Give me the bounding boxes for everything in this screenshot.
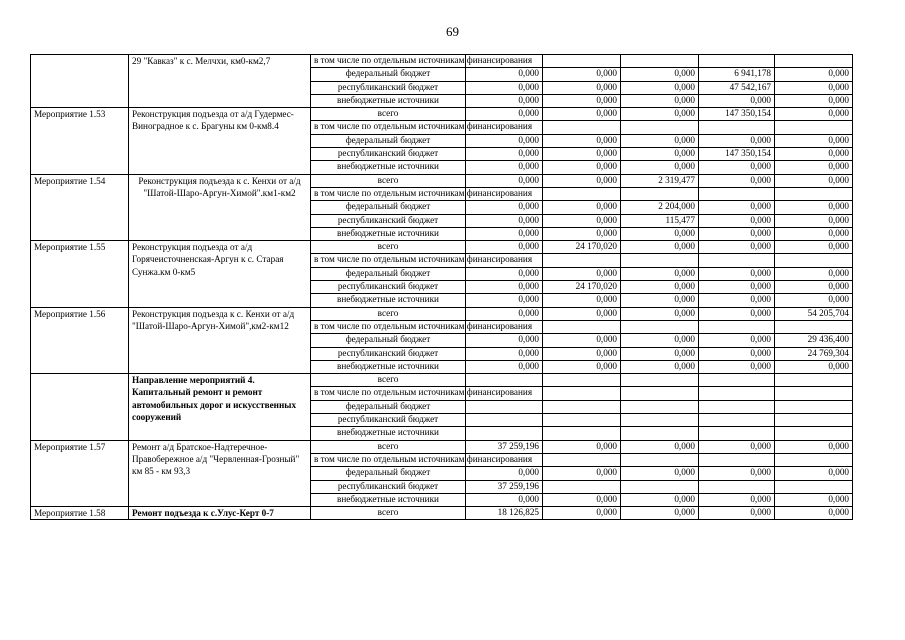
amount-cell: 0,000 bbox=[621, 108, 699, 121]
amount-cell bbox=[775, 187, 853, 200]
amount-cell: 0,000 bbox=[621, 227, 699, 240]
funding-source-cell: всего bbox=[311, 507, 466, 520]
amount-cell bbox=[621, 121, 699, 134]
amount-cell: 0,000 bbox=[621, 493, 699, 506]
amount-cell bbox=[699, 387, 775, 400]
amount-cell: 0,000 bbox=[699, 334, 775, 347]
amount-cell: 0,000 bbox=[775, 507, 853, 520]
measure-name-cell: 29 "Кавказ" к с. Мелчхи, км0-км2,7 bbox=[129, 55, 311, 108]
amount-cell: 0,000 bbox=[466, 81, 543, 94]
measure-name-cell: Ремонт подъезда к с.Улус-Керт 0-7 bbox=[129, 507, 311, 520]
amount-cell: 0,000 bbox=[699, 281, 775, 294]
table-row bbox=[31, 507, 853, 520]
funding-source-cell: всего bbox=[311, 108, 466, 121]
amount-cell: 0,000 bbox=[466, 68, 543, 81]
funding-source-cell: республиканский бюджет bbox=[311, 148, 466, 161]
amount-cell bbox=[699, 480, 775, 493]
amount-cell: 0,000 bbox=[543, 507, 621, 520]
funding-source-cell: всего bbox=[311, 174, 466, 187]
amount-cell bbox=[466, 400, 543, 413]
amount-cell bbox=[775, 414, 853, 427]
amount-cell: 0,000 bbox=[775, 148, 853, 161]
amount-cell: 0,000 bbox=[466, 334, 543, 347]
funding-source-cell: республиканский бюджет bbox=[311, 347, 466, 360]
amount-cell: 0,000 bbox=[543, 467, 621, 480]
amount-cell: 0,000 bbox=[466, 94, 543, 107]
funding-source-cell: республиканский бюджет bbox=[311, 81, 466, 94]
amount-cell: 24 769,304 bbox=[775, 347, 853, 360]
amount-cell: 0,000 bbox=[466, 161, 543, 174]
amount-cell: 0,000 bbox=[466, 214, 543, 227]
amount-cell: 0,000 bbox=[699, 507, 775, 520]
amount-cell: 0,000 bbox=[621, 68, 699, 81]
measure-name-cell: Ремонт а/д Братское-Надтеречное-Правобережное а/д "Червленная-Грозный" км 85 - км 93,3 bbox=[129, 440, 311, 506]
amount-cell: 2 319,477 bbox=[621, 174, 699, 187]
funding-source-cell: федеральный бюджет bbox=[311, 134, 466, 147]
amount-cell bbox=[699, 414, 775, 427]
amount-cell: 0,000 bbox=[699, 227, 775, 240]
amount-cell bbox=[775, 480, 853, 493]
funding-source-cell: в том числе по отдельным источникам финансирования bbox=[311, 254, 466, 267]
funding-source-cell: в том числе по отдельным источникам финансирования bbox=[311, 387, 466, 400]
amount-cell bbox=[699, 453, 775, 466]
funding-source-cell: республиканский бюджет bbox=[311, 480, 466, 493]
funding-source-cell: всего bbox=[311, 374, 466, 387]
measure-name-cell: Реконструкция подъезда от а/д Горячеисточненская-Аргун к с. Старая Сунжа.км 0-км5 bbox=[129, 241, 311, 307]
amount-cell bbox=[466, 414, 543, 427]
page-number: 69 bbox=[446, 24, 459, 39]
table-row bbox=[31, 174, 853, 187]
amount-cell: 24 170,020 bbox=[543, 241, 621, 254]
amount-cell bbox=[466, 374, 543, 387]
amount-cell: 0,000 bbox=[543, 108, 621, 121]
amount-cell: 0,000 bbox=[621, 94, 699, 107]
amount-cell bbox=[621, 414, 699, 427]
funding-source-cell: федеральный бюджет bbox=[311, 68, 466, 81]
funding-source-cell: в том числе по отдельным источникам финансирования bbox=[311, 187, 466, 200]
amount-cell bbox=[775, 320, 853, 333]
amount-cell: 0,000 bbox=[699, 440, 775, 453]
amount-cell: 0,000 bbox=[699, 347, 775, 360]
amount-cell: 0,000 bbox=[775, 161, 853, 174]
amount-cell: 0,000 bbox=[699, 294, 775, 307]
amount-cell: 54 205,704 bbox=[775, 307, 853, 320]
amount-cell: 0,000 bbox=[466, 467, 543, 480]
amount-cell bbox=[621, 254, 699, 267]
amount-cell bbox=[543, 55, 621, 68]
amount-cell bbox=[775, 55, 853, 68]
amount-cell: 0,000 bbox=[775, 174, 853, 187]
amount-cell: 0,000 bbox=[543, 334, 621, 347]
amount-cell: 0,000 bbox=[699, 360, 775, 373]
amount-cell bbox=[543, 480, 621, 493]
measure-code-cell: Мероприятие 1.58 bbox=[31, 507, 129, 520]
amount-cell bbox=[543, 453, 621, 466]
amount-cell: 147 350,154 bbox=[699, 108, 775, 121]
amount-cell: 0,000 bbox=[466, 134, 543, 147]
amount-cell bbox=[621, 400, 699, 413]
amount-cell: 0,000 bbox=[699, 134, 775, 147]
amount-cell bbox=[621, 480, 699, 493]
amount-cell: 0,000 bbox=[775, 294, 853, 307]
measure-code-cell: Мероприятие 1.55 bbox=[31, 241, 129, 307]
amount-cell bbox=[775, 121, 853, 134]
table-row bbox=[31, 241, 853, 254]
amount-cell: 0,000 bbox=[699, 467, 775, 480]
amount-cell: 37 259,196 bbox=[466, 440, 543, 453]
amount-cell bbox=[543, 387, 621, 400]
amount-cell: 0,000 bbox=[775, 267, 853, 280]
amount-cell: 37 259,196 bbox=[466, 480, 543, 493]
amount-cell bbox=[699, 254, 775, 267]
measure-code-cell: Мероприятие 1.57 bbox=[31, 440, 129, 506]
amount-cell bbox=[699, 427, 775, 440]
amount-cell: 0,000 bbox=[466, 360, 543, 373]
amount-cell: 0,000 bbox=[543, 360, 621, 373]
amount-cell: 0,000 bbox=[543, 294, 621, 307]
amount-cell bbox=[621, 453, 699, 466]
funding-source-cell: внебюджетные источники bbox=[311, 227, 466, 240]
amount-cell bbox=[621, 387, 699, 400]
funding-source-cell: федеральный бюджет bbox=[311, 334, 466, 347]
amount-cell: 0,000 bbox=[775, 281, 853, 294]
funding-source-cell: всего bbox=[311, 307, 466, 320]
amount-cell bbox=[699, 400, 775, 413]
amount-cell: 0,000 bbox=[466, 294, 543, 307]
amount-cell: 0,000 bbox=[543, 174, 621, 187]
amount-cell bbox=[775, 374, 853, 387]
funding-source-cell: внебюджетные источники bbox=[311, 360, 466, 373]
amount-cell: 0,000 bbox=[775, 241, 853, 254]
amount-cell bbox=[699, 121, 775, 134]
amount-cell bbox=[543, 400, 621, 413]
amount-cell: 0,000 bbox=[543, 440, 621, 453]
amount-cell: 0,000 bbox=[699, 241, 775, 254]
funding-source-cell: республиканский бюджет bbox=[311, 281, 466, 294]
amount-cell bbox=[543, 121, 621, 134]
amount-cell: 0,000 bbox=[621, 360, 699, 373]
amount-cell bbox=[543, 320, 621, 333]
table-row bbox=[31, 374, 853, 387]
amount-cell: 0,000 bbox=[466, 307, 543, 320]
amount-cell bbox=[775, 453, 853, 466]
amount-cell: 0,000 bbox=[543, 227, 621, 240]
amount-cell bbox=[621, 320, 699, 333]
amount-cell bbox=[543, 187, 621, 200]
amount-cell: 0,000 bbox=[543, 493, 621, 506]
amount-cell: 0,000 bbox=[621, 334, 699, 347]
amount-cell: 0,000 bbox=[621, 307, 699, 320]
amount-cell: 0,000 bbox=[466, 148, 543, 161]
measure-code-cell bbox=[31, 374, 129, 440]
funding-source-cell: федеральный бюджет bbox=[311, 267, 466, 280]
budget-table bbox=[30, 54, 853, 520]
amount-cell: 0,000 bbox=[775, 227, 853, 240]
amount-cell: 0,000 bbox=[775, 108, 853, 121]
amount-cell bbox=[699, 374, 775, 387]
amount-cell: 0,000 bbox=[543, 134, 621, 147]
amount-cell bbox=[775, 427, 853, 440]
table-row bbox=[31, 307, 853, 320]
amount-cell: 0,000 bbox=[621, 267, 699, 280]
funding-source-cell: всего bbox=[311, 241, 466, 254]
measure-name-cell: Реконструкция подъезда к с. Кенхи от а/д "Шатой-Шаро-Аргун-Химой",км2-км12 bbox=[129, 307, 311, 373]
amount-cell bbox=[543, 374, 621, 387]
amount-cell: 0,000 bbox=[543, 347, 621, 360]
measure-name-cell: Реконструкция подъезда от а/д Гудермес-Виноградное к с. Брагуны км 0-км8.4 bbox=[129, 108, 311, 174]
amount-cell bbox=[699, 320, 775, 333]
amount-cell: 0,000 bbox=[466, 241, 543, 254]
amount-cell: 115,477 bbox=[621, 214, 699, 227]
amount-cell: 0,000 bbox=[543, 201, 621, 214]
measure-code-cell: Мероприятие 1.54 bbox=[31, 174, 129, 240]
amount-cell: 0,000 bbox=[621, 281, 699, 294]
amount-cell: 2 204,000 bbox=[621, 201, 699, 214]
amount-cell: 0,000 bbox=[699, 214, 775, 227]
amount-cell: 0,000 bbox=[621, 134, 699, 147]
amount-cell: 0,000 bbox=[775, 81, 853, 94]
amount-cell: 0,000 bbox=[466, 201, 543, 214]
amount-cell: 0,000 bbox=[621, 440, 699, 453]
funding-source-cell: федеральный бюджет bbox=[311, 467, 466, 480]
table-row bbox=[31, 440, 853, 453]
measure-name-cell: Реконструкция подъезда к с. Кенхи от а/д "Шатой-Шаро-Аргун-Химой".км1-км2 bbox=[129, 174, 311, 240]
amount-cell: 0,000 bbox=[621, 161, 699, 174]
amount-cell bbox=[466, 427, 543, 440]
amount-cell: 0,000 bbox=[543, 94, 621, 107]
amount-cell bbox=[775, 387, 853, 400]
amount-cell bbox=[699, 55, 775, 68]
table-body bbox=[31, 55, 853, 520]
amount-cell: 0,000 bbox=[775, 94, 853, 107]
amount-cell bbox=[775, 254, 853, 267]
amount-cell: 0,000 bbox=[775, 214, 853, 227]
amount-cell: 0,000 bbox=[699, 201, 775, 214]
amount-cell: 0,000 bbox=[543, 214, 621, 227]
amount-cell: 0,000 bbox=[775, 134, 853, 147]
measure-code-cell: Мероприятие 1.56 bbox=[31, 307, 129, 373]
funding-source-cell: всего bbox=[311, 440, 466, 453]
measure-name-cell: Направление мероприятий 4. Капитальный ремонт и ремонт автомобильных дорог и искусственных сооружений bbox=[129, 374, 311, 440]
amount-cell bbox=[621, 187, 699, 200]
amount-cell: 0,000 bbox=[775, 440, 853, 453]
amount-cell: 0,000 bbox=[621, 81, 699, 94]
amount-cell: 0,000 bbox=[621, 507, 699, 520]
amount-cell: 0,000 bbox=[466, 108, 543, 121]
funding-source-cell: внебюджетные источники bbox=[311, 161, 466, 174]
table-row bbox=[31, 108, 853, 121]
amount-cell: 0,000 bbox=[621, 294, 699, 307]
amount-cell: 0,000 bbox=[466, 174, 543, 187]
amount-cell: 0,000 bbox=[466, 227, 543, 240]
amount-cell bbox=[621, 55, 699, 68]
amount-cell: 47 542,167 bbox=[699, 81, 775, 94]
table-row bbox=[31, 55, 853, 68]
amount-cell: 147 350,154 bbox=[699, 148, 775, 161]
amount-cell: 0,000 bbox=[699, 174, 775, 187]
amount-cell bbox=[775, 400, 853, 413]
amount-cell: 18 126,825 bbox=[466, 507, 543, 520]
funding-source-cell: в том числе по отдельным источникам финансирования bbox=[311, 55, 466, 68]
amount-cell: 0,000 bbox=[621, 467, 699, 480]
amount-cell: 6 941,178 bbox=[699, 68, 775, 81]
amount-cell: 0,000 bbox=[466, 267, 543, 280]
amount-cell: 0,000 bbox=[775, 493, 853, 506]
amount-cell: 0,000 bbox=[466, 347, 543, 360]
amount-cell bbox=[699, 187, 775, 200]
amount-cell: 0,000 bbox=[775, 201, 853, 214]
funding-source-cell: в том числе по отдельным источникам финансирования bbox=[311, 453, 466, 466]
amount-cell: 0,000 bbox=[699, 307, 775, 320]
amount-cell: 0,000 bbox=[543, 307, 621, 320]
amount-cell: 24 170,020 bbox=[543, 281, 621, 294]
amount-cell: 0,000 bbox=[775, 68, 853, 81]
amount-cell: 0,000 bbox=[775, 467, 853, 480]
amount-cell: 0,000 bbox=[699, 493, 775, 506]
measure-code-cell: Мероприятие 1.53 bbox=[31, 108, 129, 174]
amount-cell bbox=[621, 427, 699, 440]
funding-source-cell: внебюджетные источники bbox=[311, 427, 466, 440]
amount-cell: 0,000 bbox=[699, 94, 775, 107]
funding-source-cell: федеральный бюджет bbox=[311, 201, 466, 214]
amount-cell: 0,000 bbox=[621, 148, 699, 161]
amount-cell: 0,000 bbox=[775, 360, 853, 373]
funding-source-cell: внебюджетные источники bbox=[311, 94, 466, 107]
amount-cell: 0,000 bbox=[699, 267, 775, 280]
funding-source-cell: в том числе по отдельным источникам финансирования bbox=[311, 320, 466, 333]
funding-source-cell: республиканский бюджет bbox=[311, 414, 466, 427]
amount-cell bbox=[543, 254, 621, 267]
amount-cell bbox=[543, 414, 621, 427]
amount-cell: 0,000 bbox=[466, 281, 543, 294]
amount-cell: 0,000 bbox=[543, 81, 621, 94]
funding-source-cell: внебюджетные источники bbox=[311, 493, 466, 506]
amount-cell: 0,000 bbox=[543, 267, 621, 280]
funding-source-cell: республиканский бюджет bbox=[311, 214, 466, 227]
amount-cell bbox=[543, 427, 621, 440]
amount-cell: 29 436,400 bbox=[775, 334, 853, 347]
amount-cell bbox=[621, 374, 699, 387]
amount-cell: 0,000 bbox=[699, 161, 775, 174]
funding-source-cell: внебюджетные источники bbox=[311, 294, 466, 307]
amount-cell: 0,000 bbox=[621, 347, 699, 360]
amount-cell: 0,000 bbox=[621, 241, 699, 254]
amount-cell: 0,000 bbox=[466, 493, 543, 506]
amount-cell: 0,000 bbox=[543, 68, 621, 81]
amount-cell: 0,000 bbox=[543, 148, 621, 161]
funding-source-cell: федеральный бюджет bbox=[311, 400, 466, 413]
measure-code-cell bbox=[31, 55, 129, 108]
amount-cell: 0,000 bbox=[543, 161, 621, 174]
funding-source-cell: в том числе по отдельным источникам финансирования bbox=[311, 121, 466, 134]
